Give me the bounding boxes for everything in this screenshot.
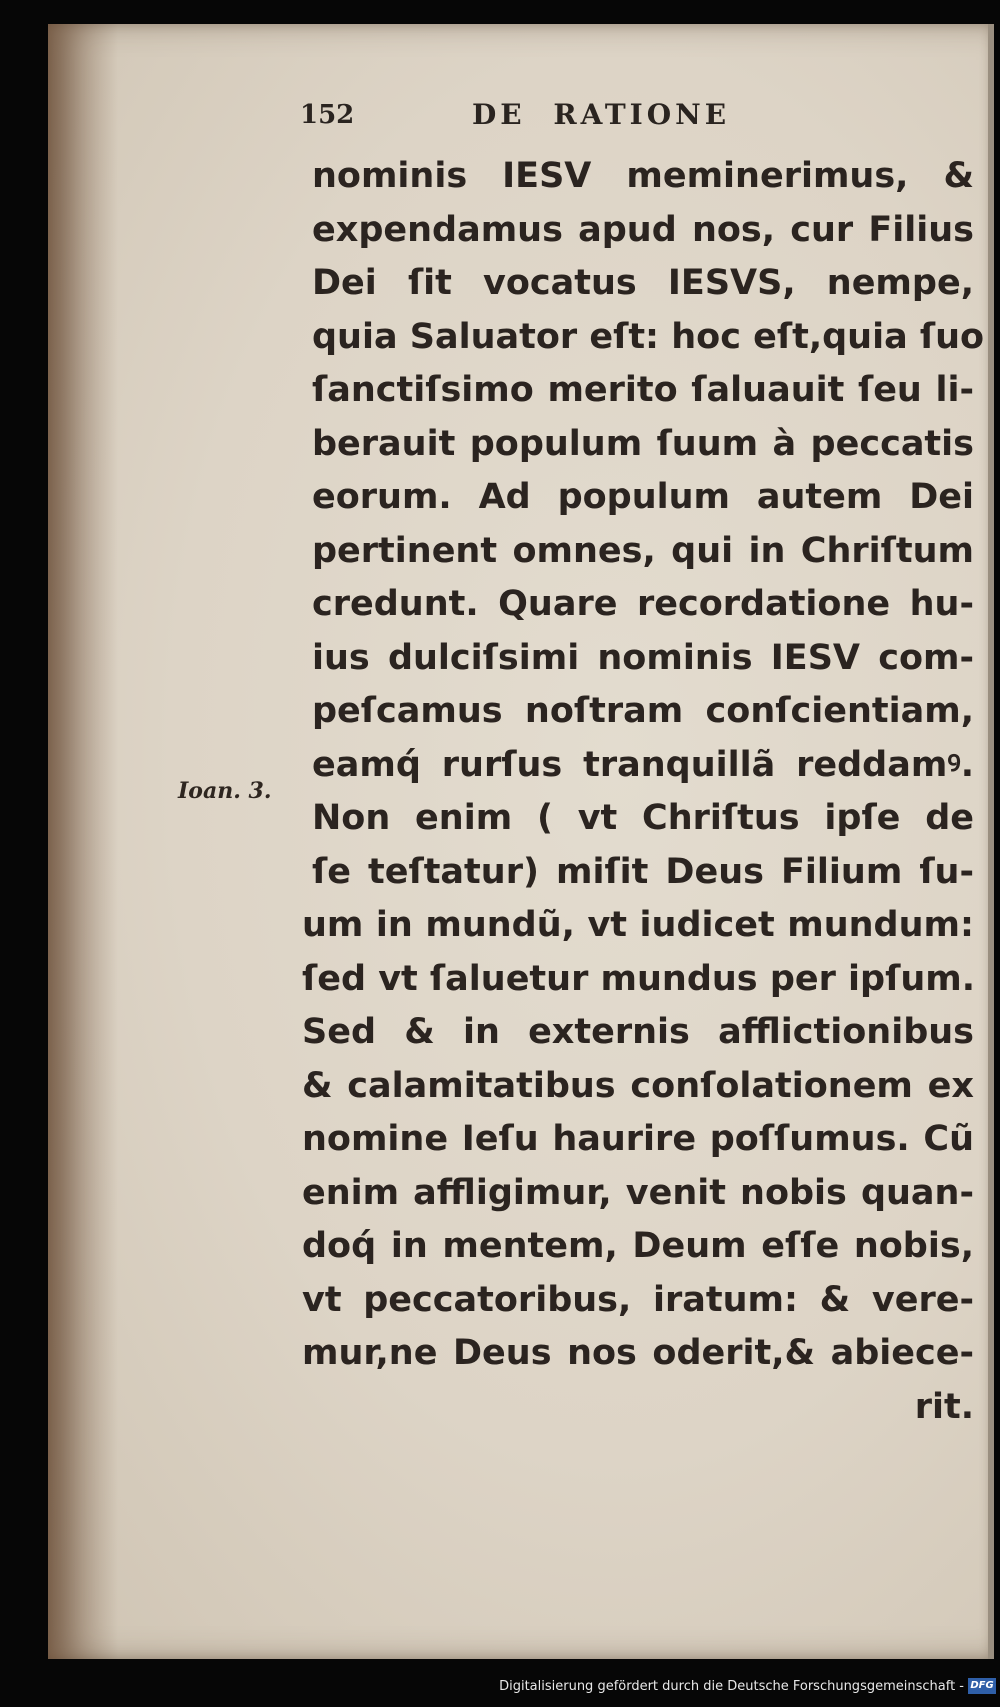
page-number: 152 [300, 100, 355, 130]
text-line: pertinent omnes, qui in Chriſtum [312, 530, 974, 571]
text-line: berauit populum ſuum à peccatis [312, 423, 974, 464]
text-line: enim affligimur, venit nobis quan- [302, 1172, 974, 1213]
text-line: rit. [914, 1386, 974, 1427]
text-line: Non enim ( vt Chriſtus ipſe de [312, 798, 974, 838]
text-line: peſcamus noſtram conſcientiam, [312, 691, 974, 731]
footer-credit [0, 1673, 1000, 1703]
text-line: ius dulciſsimi nominis IESV com- [312, 637, 974, 678]
body-text [302, 150, 985, 1434]
gutter-shadow [48, 24, 118, 1659]
text-line: eamq́ rurſus tranquillã reddamꝰ. [312, 744, 974, 785]
funding-credit: Digitalisierung gefördert durch die Deutsche Forschungsgemeinschaft - [499, 1679, 964, 1694]
text-line: nomine Ieſu haurire poſſumus. Cũ [302, 1119, 974, 1159]
text-line: Dei ſit vocatus IESVS, nempe, [312, 263, 974, 303]
text-line: Sed & in externis afflictionibus [302, 1012, 974, 1052]
marginal-note: Ioan. 3. [178, 778, 272, 804]
text-line: credunt. Quare recordatione hu- [312, 584, 974, 624]
running-title: DE RATIONE [472, 98, 731, 131]
page-edge [988, 24, 994, 1659]
dfg-logo: DFG [968, 1678, 996, 1694]
text-line: vt peccatoribus, iratum: & vere- [302, 1279, 974, 1320]
text-line: expendamus apud nos, cur Filius [312, 209, 974, 250]
text-line: doq́ in mentem, Deum eſſe nobis, [302, 1226, 974, 1266]
text-line: & calamitatibus conſolationem ex [302, 1065, 974, 1106]
text-line: nominis IESV meminerimus, & [312, 156, 974, 196]
text-line: mur,ne Deus nos oderit,& abiece- [302, 1333, 974, 1373]
text-line: quia Saluator eſt: hoc eſt,quia ſuo [312, 316, 985, 357]
text-line: ſanctiſsimo merito ſaluauit ſeu li- [312, 370, 974, 410]
text-line: ſed vt ſaluetur mundus per ipſum. [302, 958, 976, 999]
text-line: eorum. Ad populum autem Dei [312, 477, 974, 517]
running-head [300, 98, 820, 138]
text-line: ſe teſtatur) miſit Deus Filium ſu- [312, 851, 974, 892]
text-line: um in mundũ, vt iudicet mundum: [302, 905, 974, 945]
